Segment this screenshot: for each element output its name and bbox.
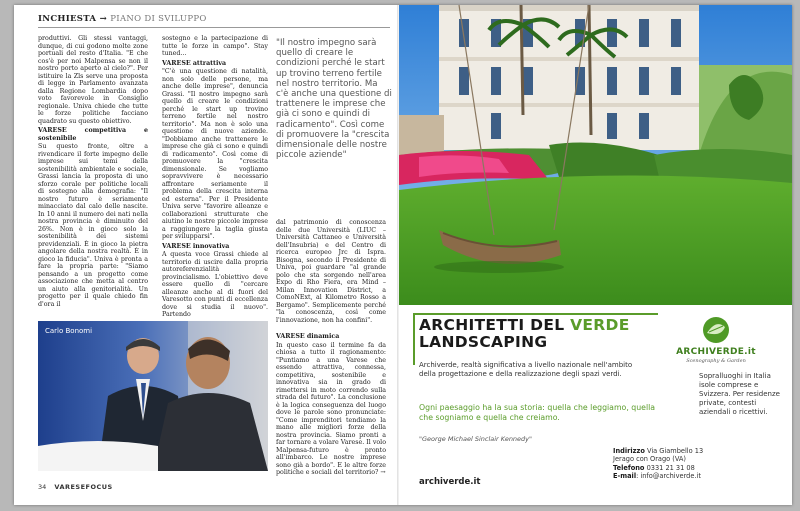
- paragraph: Su questo fronte, oltre a rivendicare il forte impegno delle imprese sui temi della sostenibilità ambientale e sociale, Grassi lancia la proposta di uno sforzo corale per politiche locali di sostegno alla demografia: "Il nostro futuro è seriamente minacciato dal calo delle nascite. In 10 anni il numero dei nati nella nostra provincia è diminuito del 26%. Non è in gioco solo la sostenibilità dei sistemi previdenziali. È in gioco la pietra angolare della nostra realtà. È in gioco la fiducia". Univa è pronta a fare la propria parte: "Siamo pensando a un progetto come associazione che metta al centro un aiuto alla genitorialità. Un progetto per il quale chiedo fin d'ora il: [38, 143, 148, 308]
- paragraph: In questo caso il termine fa da chiosa a tutto il ragionamento: "Puntiamo a una Varese che essendo attrattiva, connessa, competitiva, sostenibile e innovativa sia in grado di rimettersi in moto correndo sulla strada del futuro". La conclusione è la logica conseguenza del luogo dove le parole sono pronunciate: "Come imprenditori tendiamo la mano alle migliori forze della nostra provincia. Siamo pronti a far tornare a volare Varese. Il volo Malpensa-futuro è pronto all'imbarco. Le nostre imprese sono già a bordo". E le altre forze politiche e sociali del territorio? →: [276, 341, 386, 476]
- page-footer: [38, 483, 113, 491]
- email-label: E-mail: [613, 472, 637, 481]
- ad-title-highlight: VERDE: [570, 316, 630, 334]
- archiverde-logo: [661, 315, 771, 367]
- address-label: Indirizzo: [613, 447, 645, 455]
- article-column-4: [276, 331, 386, 477]
- phone-label: Telefono: [613, 463, 645, 472]
- logo-tagline: Scenography & Garden: [686, 358, 746, 364]
- magazine-spread: [14, 5, 792, 505]
- pull-quote: "Il nostro impegno sarà quello di creare le condizioni perché le start up trovino terreno fertile nel nostro territorio. Ma c'è anche una questione di trattenere le imprese che già ci sono e quindi di radicamento". Così come di promuovere la "crescita dimensionale delle nostre piccole aziende": [276, 38, 392, 161]
- subheading: VARESE attrattiva: [162, 59, 227, 67]
- meeting-photo: [38, 321, 268, 471]
- ad-title-line-2: LANDSCAPING: [419, 333, 548, 351]
- leaf-logo-icon: [661, 315, 771, 347]
- paragraph: A questa voce Grassi chiede al territorio di uscire dalla propria autoreferenzialità e provincialismo. L'obiettivo deve essere quello di "cercare alleanze anche al di fuori del Varesotto con punti di eccellenza dove si studia il nuovo". Partendo: [162, 251, 268, 318]
- arrow-icon: →: [99, 14, 107, 24]
- subheading: VARESE dinamica: [276, 333, 340, 340]
- email-value[interactable]: info@archiverde.it: [640, 472, 701, 481]
- ad-title: [419, 317, 630, 351]
- villa-garden-photo: [399, 5, 792, 305]
- section-label: INCHIESTA: [38, 14, 97, 24]
- contact-line: [613, 455, 789, 463]
- left-page: [14, 5, 399, 505]
- paragraph: produttivi. Gli stessi vantaggi, dunque, di cui godono molte zone portuali del resto d'Italia. "E che cos'è per noi Malpensa se non il nostro porto aperto al cielo?". Per istituire la Zls serve una proposta di legge in Parlamento avanzata dalla Regione Lombardia dopo voto favorevole in Consiglio regionale. Univa chiede che tutte le forze politiche facciano quadrato su questo obiettivo.: [38, 35, 148, 125]
- contact-block: [613, 447, 789, 481]
- paragraph: "C'è una questione di natalità, non solo delle persone, ma anche delle imprese", denuncia Grassi. "Il nostro impegno sarà quello di creare le condizioni perché le start up trovino terreno fertile nel nostro territorio". Ma non è solo una questione di nuove aziende. "Dobbiamo anche trattenere le imprese che già ci sono e quindi di radicamento". Così come di promuovere la "crescita dimensionale. Se vogliamo sopravvivere è necessario affrontare seriamente il problema della crescita interna ed esterna". Per il Presidente Univa serve "favorire alleanze e collaborazioni strutturate che aiutino le nostre piccole imprese a raggiungere la taglia giusta per svilupparsi".: [162, 68, 268, 240]
- article-column-1: [38, 35, 148, 317]
- ad-tagline: Ogni paesaggio ha la sua storia: quella che leggiamo, quella che sogniamo e quella che creiamo.: [419, 403, 656, 422]
- ad-description: Archiverde, realtà significativa a livello nazionale nell'ambito della progettazione e della realizzazione degli spazi verdi.: [419, 361, 633, 378]
- ad-citation: "George Michael Sinclair Kennedy": [419, 435, 533, 443]
- phone-value: 0331 21 31 08: [646, 463, 695, 472]
- ad-title-part-1: ARCHITETTI DEL: [419, 316, 571, 334]
- article-column-2: [162, 35, 268, 318]
- right-page: [399, 5, 792, 505]
- contact-line: [613, 464, 789, 472]
- paragraph: dal patrimonio di conoscenza delle due Università (LIUC – Università Cattaneo e Università dell'Insubria) e del Centro di ricerca europeo Jrc di Ispra. Bisogna, secondo il Presidente di Univa, poi guardare "al grande polo che sta sorgendo nell'area Expo di Rho Fiera, era Mind – Milan Innovation District, a ComoNExt, al Kilometro Rosso a Bergamo". Semplicemente perché "la conoscenza, così come l'innovazione, non ha confini".: [276, 219, 386, 324]
- contact-line: E-mail: info@archiverde.it: [613, 472, 701, 481]
- villa-garden-illustration: [399, 5, 792, 305]
- photo-caption: Carlo Bonomi: [45, 327, 93, 335]
- website-link[interactable]: archiverde.it: [419, 477, 481, 487]
- header-rule: [38, 27, 390, 28]
- magazine-name: VARESEFOCUS: [54, 483, 113, 491]
- contact-line: [613, 447, 789, 455]
- logo-name: ARCHIVERDE.it: [676, 347, 756, 357]
- article-column-3: [276, 219, 386, 337]
- section-header: [38, 14, 207, 24]
- address-city: Jerago con Orago (VA): [613, 455, 687, 464]
- subheading: VARESE innovativa: [162, 242, 230, 250]
- address-value: Via Giambello 13: [646, 447, 704, 455]
- paragraph: sostegno e la partecipazione di tutte le forze in campo". Stay tuned...: [162, 35, 268, 57]
- page-number: 34: [38, 483, 47, 491]
- subheading: VARESE competitiva e sostenibile: [38, 127, 148, 142]
- meeting-photo-illustration: [38, 321, 268, 471]
- subsection-label: PIANO DI SVILUPPO: [110, 14, 207, 24]
- ad-side-text: Sopralluoghi in Italia isole comprese e Svizzera. Per residenze private, contesti aziendali o ricettivi.: [699, 372, 780, 416]
